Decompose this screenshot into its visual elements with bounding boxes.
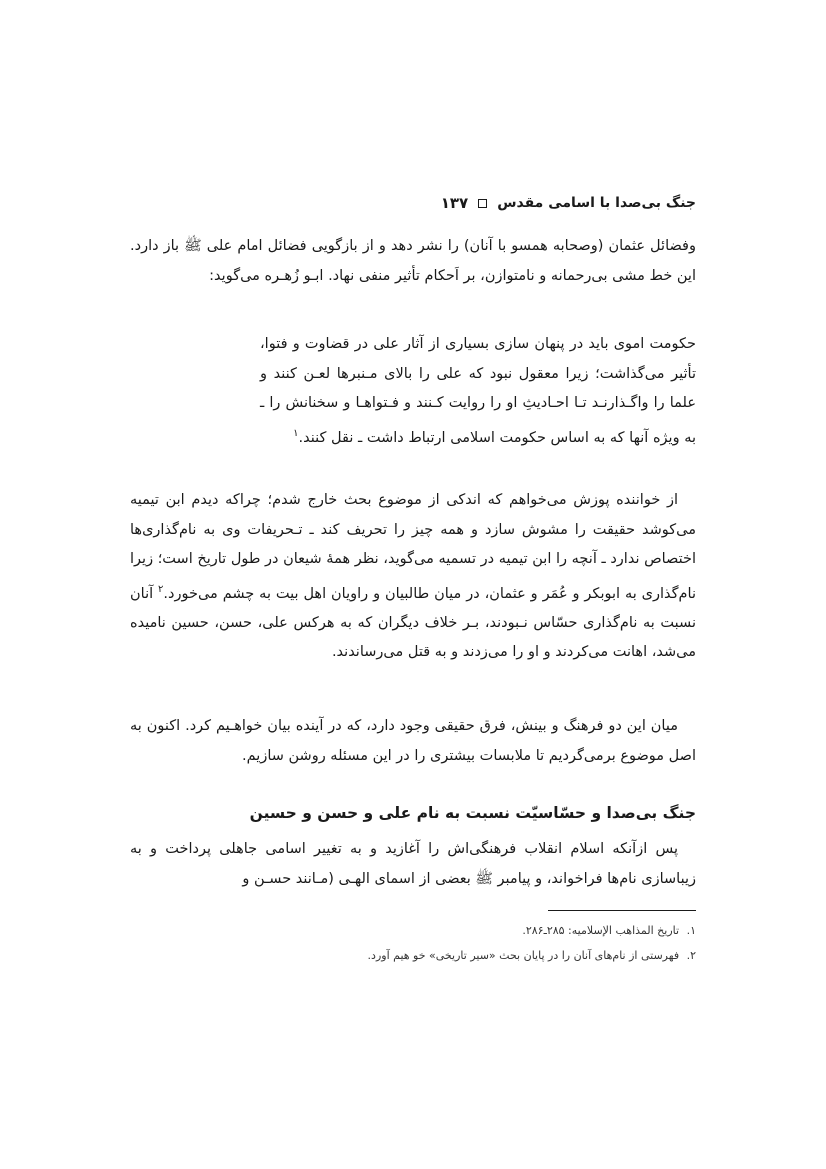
footnote-ref-1: ۱ <box>293 427 299 439</box>
page-number: ۱۳۷ <box>440 194 469 212</box>
footnote-1-number: ۱. <box>686 924 696 937</box>
paragraph-3-text: میان این دو فرهنگ و بینش، فرق حقیقی وجود دارد، که در آینده بیان خواهـیم کرد. اکنون به اصل موضوع برمی‌گردیم تا ملابسات بیشتری را در این مسئله روشن سازیم. <box>130 718 696 764</box>
square-icon <box>478 199 487 208</box>
paragraph-4 <box>130 835 696 894</box>
block-quote <box>260 330 696 453</box>
paragraph-2-text-a: از خواننده پوزش می‌خواهم که اندکی از موضوع بحث خارج شدم؛ چراکه دیدم ابن تیمیه می‌کوشد حقیقت را مشوش سازد و همه چیز را تحریف کند ـ تـحریفات وی به نام‌گذاری‌ها اختصاص ندارد ـ آنچه را ابن تیمیه در تسمیه می‌گوید، نظر همهٔ شیعان در طول تاریخ است؛ زیرا نام‌گذاری به ابوبکر و عُمَر و عثمان، در میان طالبیان و راویان اهل بیت به چشم می‌خورد. <box>130 492 696 602</box>
footnote-2 <box>130 947 696 965</box>
footnote-1 <box>130 922 696 940</box>
footnote-2-text: فهرستی از نام‌های آنان را در پایان بحث «سیر تاریخی» خو هیم آورد. <box>367 949 680 962</box>
block-quote-text: حکومت اموی باید در پنهان سازی بسیاری از آثار علی در قضاوت و فتوا، تأثیر می‌گذاشت؛ زیرا معقول نبود که علی را بالای مـنبرها لعـن کنند و علما را واگـذارنـد تـا احـادیثِ او را روایت کـنند و فـتواهـا و سخنانش را ـ به ویژه آنها که به اساس حکومت اسلامی ارتباط داشت ـ نقل کنند. <box>260 336 696 446</box>
paragraph-2 <box>130 486 696 668</box>
footnote-divider <box>548 910 696 911</box>
paragraph-4-text: پس ازآنکه اسلام انقلاب فرهنگی‌اش را آغازید و به تغییر اسامی جاهلی پرداخت و به زیباسازی نام‌ها فراخواند، و پیامبر ﷺ بعضی از اسمای الهـی (مـانند حسـن و <box>130 841 696 887</box>
paragraph-1-text: وفضائل عثمان (وصحابه همسو با آنان) را نشر دهد و از بازگویی فضائل امام علی ﷺ باز دارد. این خط مشی بی‌رحمانه و نامتوازن، بر اَحکام تأثیر منفی نهاد. ابـو زُهـره می‌گوید: <box>130 238 696 284</box>
paragraph-1 <box>130 232 696 291</box>
paragraph-2-text-b: آنان نسبت به نام‌گذاری حسّاس نـبودند، بـر خلاف دیگران که به هرکس علی، حسن، حسین نامیده می‌شد، اهانت می‌کردند و او را می‌زدند و به قتل می‌رساندند. <box>130 585 696 661</box>
footnote-2-number: ۲. <box>686 949 696 962</box>
running-head <box>130 192 696 214</box>
section-heading: جنگ بی‌صدا و حسّاسیّت نسبت به نام علی و حسن و حسین <box>249 804 696 822</box>
paragraph-3 <box>130 712 696 771</box>
running-head-title: جنگ بی‌صدا با اسامی مقدس <box>497 195 696 211</box>
footnote-1-text: تاریخ المذاهب الإسلامیه: ۲۸۵ـ۲۸۶. <box>522 924 680 937</box>
footnote-ref-2: ۲ <box>158 583 164 595</box>
